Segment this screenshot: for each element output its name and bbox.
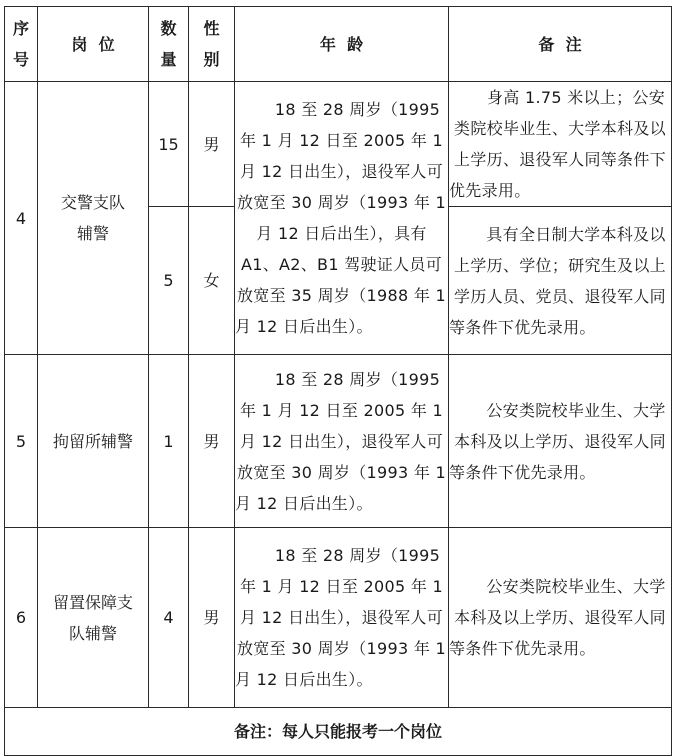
age-text: 18 至 28 周岁（1995 年 1 月 12 日至 2005 年 1 月 12 日出生），退役军人可放宽至 30 周岁（1993 年 1 月 12 日后出生），具有 A1、A2、B1 驾驶证人员可放宽至 35 周岁（1988 年 1 月 12 日后出生）。 [235,100,446,336]
cell-age [235,528,449,708]
cell-age [235,355,449,528]
header-gender [189,7,235,82]
header-gender-line1: 性 [203,19,220,38]
footer-note: 备注：每人只能报考一个岗位 [5,708,672,756]
remark-text: 身高 1.75 米以上；公安类院校毕业生、大学本科及以上学历、退役军人同等条件下优先录用。 [449,88,666,200]
cell-gender: 女 [189,207,235,355]
header-count-line2: 量 [160,50,177,69]
header-seq [5,7,38,82]
cell-gender: 男 [189,528,235,708]
cell-count: 5 [149,207,189,355]
remark-text: 具有全日制大学本科及以上学历、学位；研究生及以上学历人员、党员、退役军人同等条件下优先录用。 [449,224,666,337]
header-seq-line1: 序 [12,19,29,38]
cell-remark [449,207,672,355]
cell-gender: 男 [189,355,235,528]
post-line2: 队辅警 [68,623,117,643]
cell-count: 15 [149,82,189,207]
header-seq-line2: 号 [12,50,29,69]
cell-count: 4 [149,528,189,708]
cell-seq: 6 [5,528,38,708]
table-row [5,82,672,207]
cell-count: 1 [149,355,189,528]
cell-age [235,82,449,355]
header-row [5,7,672,82]
header-post-label: 岗 位 [71,34,115,54]
post-line1: 留置保障支 [52,592,133,612]
post-line1: 交警支队 [60,193,125,212]
table-row [5,528,672,708]
header-age [235,7,449,82]
post-line2: 辅警 [76,224,109,243]
age-text: 18 至 28 周岁（1995 年 1 月 12 日至 2005 年 1 月 12 日出生），退役军人可放宽至 30 周岁（1993 年 1 月 12 日后出生）。 [235,546,446,689]
header-remark-label: 备 注 [538,34,582,54]
header-remark [449,7,672,82]
header-gender-line2: 别 [203,50,220,69]
cell-remark [449,82,672,207]
footer-row [5,708,672,756]
header-age-label: 年 龄 [319,34,364,54]
table-row [5,355,672,528]
remark-text: 公安类院校毕业生、大学本科及以上学历、退役军人同等条件下优先录用。 [449,577,666,658]
cell-post [38,355,149,528]
cell-remark [449,355,672,528]
cell-gender: 男 [189,82,235,207]
age-text: 18 至 28 周岁（1995 年 1 月 12 日至 2005 年 1 月 12 日出生），退役军人可放宽至 30 周岁（1993 年 1 月 12 日后出生）。 [235,369,446,513]
header-count-line1: 数 [160,19,177,38]
cell-seq: 5 [5,355,38,528]
post-line1: 拘留所辅警 [52,431,133,451]
cell-post [38,528,149,708]
header-post [38,7,149,82]
recruitment-table [4,6,672,756]
cell-remark [449,528,672,708]
cell-seq: 4 [5,82,38,355]
header-count [149,7,189,82]
remark-text: 公安类院校毕业生、大学本科及以上学历、退役军人同等条件下优先录用。 [449,400,666,482]
cell-post [38,82,149,355]
